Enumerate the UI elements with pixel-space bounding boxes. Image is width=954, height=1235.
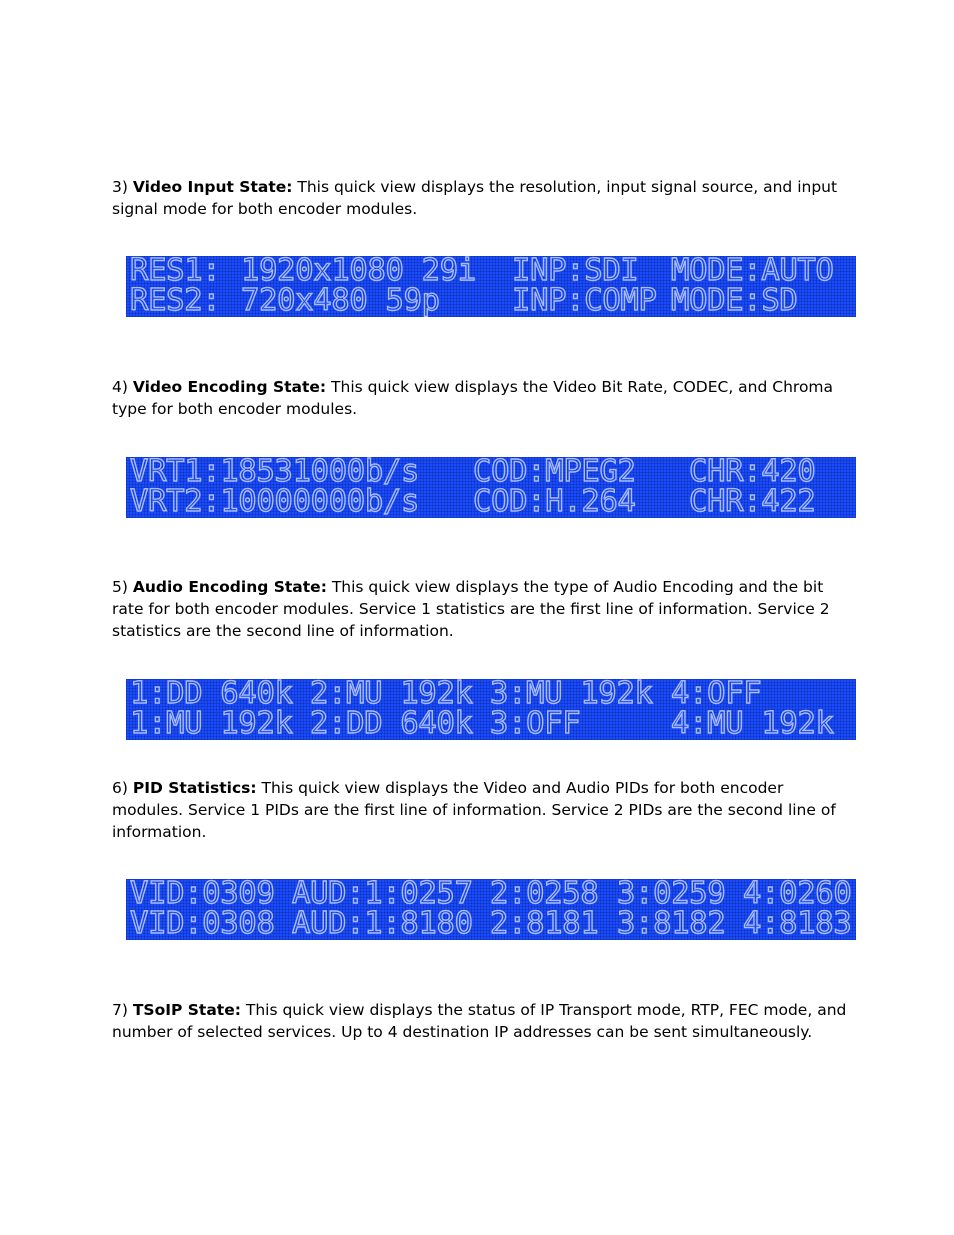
video-encoding-lcd-display [126, 457, 856, 518]
section-heading: Video Encoding State: [132, 378, 327, 396]
lcd-field: 3:MU 192k [490, 679, 653, 711]
section-heading: PID Statistics: [132, 779, 257, 797]
lcd-field: INP:COMP [512, 283, 657, 317]
lcd-field: 4:OFF [671, 679, 762, 711]
lcd-field: COD:H.264 [473, 484, 636, 518]
lcd-field: 3:8182 [617, 906, 726, 940]
lcd-field: 3:OFF [490, 706, 581, 740]
lcd-field: 1:MU 192k [130, 706, 293, 740]
lcd-field: VID:0308 [130, 906, 275, 940]
lcd-line-1 [130, 879, 852, 911]
lcd-field: MODE:AUTO [671, 256, 834, 288]
lcd-field: 720x480 59p [241, 283, 440, 317]
lcd-field: 4:8183 [743, 906, 852, 940]
lcd-field: MODE:SD [671, 283, 798, 317]
lcd-field: CHR:420 [689, 457, 816, 489]
section-3-paragraph [112, 176, 852, 220]
lcd-line-1 [130, 457, 816, 489]
section-6-paragraph [112, 777, 852, 843]
lcd-field: AUD:1:8180 [292, 906, 473, 940]
section-number: 7) [112, 1001, 128, 1019]
lcd-field: 2:MU 192k [310, 679, 473, 711]
lcd-field: 2:0258 [490, 879, 599, 911]
section-4-paragraph [112, 376, 852, 420]
section-number: 3) [112, 178, 128, 196]
section-number: 6) [112, 779, 128, 797]
lcd-field: 2:8181 [490, 906, 599, 940]
lcd-field: INP:SDI [512, 256, 639, 288]
section-5-paragraph [112, 576, 852, 642]
pid-statistics-lcd-display [126, 879, 856, 940]
lcd-line-2 [130, 484, 816, 518]
section-text: This quick view displays the resolution, input signal source, and input signal mode for both encoder modules. [112, 178, 838, 218]
lcd-field: AUD:1:0257 [292, 879, 473, 911]
lcd-field: 4:0260 [743, 879, 852, 911]
lcd-line-2 [130, 706, 834, 740]
section-text: This quick view displays the status of IP Transport mode, RTP, FEC mode, and number of selected services. Up to 4 destination IP addresses can be sent simultaneously. [112, 1001, 847, 1041]
section-text: This quick view displays the Video Bit Rate, CODEC, and Chroma type for both encoder modules. [112, 378, 834, 418]
lcd-field: 2:DD 640k [310, 706, 473, 740]
lcd-field: VRT2:10000000b/s [130, 484, 420, 518]
lcd-field: RES2: [130, 283, 221, 317]
lcd-line-2 [130, 906, 852, 940]
section-heading: Video Input State: [132, 178, 293, 196]
section-text: This quick view displays the type of Audio Encoding and the bit rate for both encoder modules. Service 1 statistics are the first line of information. Service 2 statistics are the second line of information. [112, 578, 830, 640]
lcd-field: 1920x1080 29i [241, 256, 476, 288]
section-7-paragraph [112, 999, 852, 1043]
section-number: 5) [112, 578, 128, 596]
audio-encoding-lcd-display [126, 679, 856, 740]
section-heading: TSoIP State: [132, 1001, 241, 1019]
lcd-field: 3:0259 [617, 879, 726, 911]
lcd-field: COD:MPEG2 [473, 457, 636, 489]
section-text: This quick view displays the Video and Audio PIDs for both encoder modules. Service 1 PIDs are the first line of information. Service 2 PIDs are the second line of information. [112, 779, 836, 841]
lcd-field: VID:0309 [130, 879, 275, 911]
lcd-field: VRT1:18531000b/s [130, 457, 420, 489]
video-input-lcd-display [126, 256, 856, 317]
lcd-line-2 [130, 283, 798, 317]
section-number: 4) [112, 378, 128, 396]
lcd-field: RES1: [130, 256, 221, 288]
section-heading: Audio Encoding State: [132, 578, 327, 596]
lcd-field: CHR:422 [689, 484, 816, 518]
lcd-field: 4:MU 192k [671, 706, 834, 740]
lcd-field: 1:DD 640k [130, 679, 293, 711]
lcd-line-1 [130, 256, 834, 288]
lcd-line-1 [130, 679, 762, 711]
